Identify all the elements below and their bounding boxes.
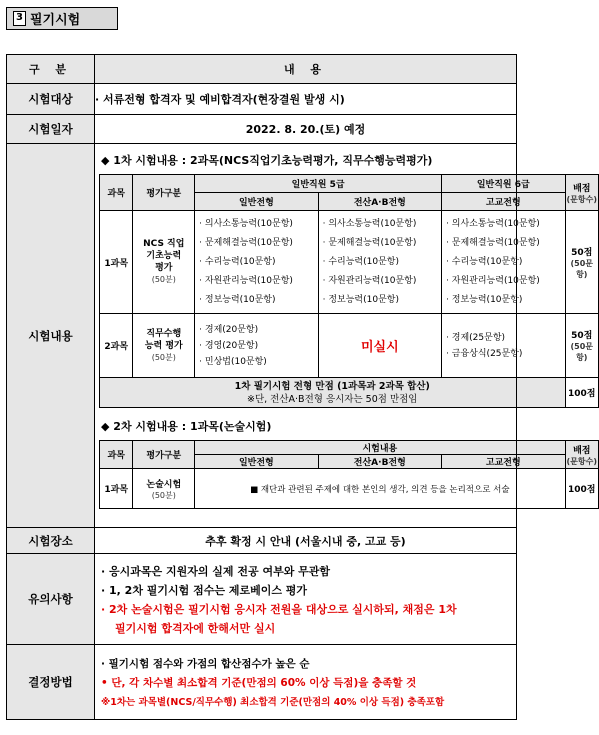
- date-label: 시험일자: [7, 115, 95, 144]
- row2-subject: 2과목: [100, 314, 133, 378]
- header-content: 내 용: [95, 55, 517, 84]
- second-subject: 1과목: [100, 469, 133, 509]
- row1-points: [565, 211, 598, 314]
- list-item: · 자원관리능력(10문항): [446, 275, 540, 286]
- place-label: 시험장소: [7, 528, 95, 554]
- second-col-content: 시험내용: [195, 441, 565, 455]
- list-item: · 문제해결능력(10문항): [322, 237, 417, 248]
- row2-points-sub: (50문항): [570, 342, 594, 362]
- second-exam-table: [99, 440, 599, 509]
- second-points: 100점: [565, 469, 598, 509]
- decision-label: 결정방법: [7, 645, 95, 720]
- second-row: [100, 469, 599, 509]
- note-line: · 1, 2차 필기시험 점수는 제로베이스 평가: [101, 584, 308, 597]
- list-item: · 수리능력(10문항): [322, 256, 399, 267]
- first-col-type: 평가구분: [133, 175, 195, 211]
- list-item: · 경영(20문항): [199, 340, 259, 351]
- row1-type-sub: (50분): [151, 275, 176, 284]
- second-col-points-sub: (문항수): [566, 456, 597, 466]
- first-group-general6: 일반직원 6급: [442, 175, 565, 193]
- second-type-sub: (50분): [151, 490, 176, 500]
- first-col-points-sub: (문항수): [566, 194, 597, 204]
- row1-general-list: [195, 211, 318, 314]
- first-total-row: [100, 378, 599, 408]
- decision-line: · 필기시험 점수와 가점의 합산점수가 높은 순: [101, 657, 310, 670]
- row2-type-line2: 능력 평가: [144, 340, 183, 351]
- row1-type-line1: NCS 직업: [143, 239, 185, 249]
- second-content-text: ■ 재단과 관련된 주제에 대한 본인의 생각, 의견 등을 논리적으로 서술: [195, 469, 565, 509]
- decision-list: [95, 647, 516, 718]
- list-item: · 수리능력(10문항): [446, 256, 523, 267]
- first-group-general5: 일반직원 5급: [195, 175, 442, 193]
- note-line-red: · 2차 논술시험은 필기시험 응시자 전원을 대상으로 실시하되, 채점은 1차: [101, 603, 457, 616]
- second-sub-highschool: 고교전형: [442, 455, 565, 469]
- second-sub-general: 일반전형: [195, 455, 318, 469]
- list-item: · 정보능력(10문항): [446, 294, 523, 305]
- first-row-2: [100, 314, 599, 378]
- content-cell: [95, 144, 597, 528]
- list-item: · 문제해결능력(10문항): [199, 237, 293, 248]
- notes-label: 유의사항: [7, 554, 95, 645]
- decision-line-red: ※1차는 과목별(NCS/직무수행) 최소합격 기준(만점의 40% 이상 득점) 충족포함: [101, 696, 445, 708]
- list-item: · 민상법(10문항): [199, 356, 267, 367]
- section-number: 3: [13, 11, 26, 26]
- row1-it-list: [318, 211, 441, 314]
- first-exam-table: [99, 174, 599, 408]
- exam-table: [6, 54, 597, 720]
- place-row: [7, 528, 517, 554]
- row1-points-sub: (50문항): [570, 258, 594, 279]
- row2-type-line1: 직무수행: [146, 328, 182, 339]
- list-item: · 의사소통능력(10문항): [446, 218, 540, 229]
- section-title: [6, 7, 118, 30]
- row2-type: [133, 314, 195, 378]
- second-col-points: [565, 441, 598, 469]
- list-item: · 문제해결능력(10문항): [446, 237, 540, 248]
- first-total-line1: 1차 필기시험 전형 만점 (1과목과 2과목 합산): [234, 380, 430, 392]
- row1-type-line3: 평가: [155, 263, 173, 273]
- first-total-line2: ※단, 전산A·B전형 응시자는 50점 만점임: [247, 393, 418, 405]
- place-text: 추후 확정 시 안내 (서울시내 중, 고교 등): [95, 528, 517, 554]
- list-item: · 자원관리능력(10문항): [199, 275, 293, 286]
- row2-points: [565, 314, 598, 378]
- second-type: [133, 469, 195, 509]
- first-sub-highschool: 고교전형: [442, 193, 565, 211]
- second-col-subject: 과목: [100, 441, 133, 469]
- row1-type-line2: 기초능력: [146, 251, 182, 261]
- first-sub-general: 일반전형: [195, 193, 318, 211]
- first-sub-it: 전산A·B전형: [318, 193, 441, 211]
- second-exam-heading: ◆ 2차 시험내용 : 1과목(논술시험): [101, 420, 272, 433]
- content-label: 시험내용: [7, 144, 95, 528]
- date-text: 2022. 8. 20.(토) 예정: [95, 115, 517, 144]
- row1-type: [133, 211, 195, 314]
- decision-line-red: • 단, 각 차수별 최소합격 기준(만점의 60% 이상 득점)을 충족할 것: [101, 676, 417, 689]
- note-line: · 응시과목은 지원자의 실제 전공 여부와 무관함: [101, 565, 331, 578]
- row1-subject: 1과목: [100, 211, 133, 314]
- table-header-row: [7, 55, 517, 84]
- first-col-subject: 과목: [100, 175, 133, 211]
- list-item: · 의사소통능력(10문항): [322, 218, 417, 229]
- target-label: 시험대상: [7, 84, 95, 115]
- first-col-points-label: 배점: [573, 183, 591, 194]
- second-sub-it: 전산A·B전형: [318, 455, 441, 469]
- row1-highschool-list: [442, 211, 565, 314]
- list-item: · 경제(25문항): [446, 332, 506, 343]
- list-item: · 정보능력(10문항): [322, 294, 399, 305]
- list-item: · 자원관리능력(10문항): [322, 275, 417, 286]
- target-row: [7, 84, 517, 115]
- row2-points-value: 50점: [571, 331, 593, 341]
- decision-cell: [95, 645, 517, 720]
- decision-row: [7, 645, 517, 720]
- list-item: · 경제(20문항): [199, 324, 259, 335]
- note-line-red: 필기시험 합격자에 한해서만 실시: [115, 622, 276, 635]
- row1-points-value: 50점: [571, 247, 593, 258]
- section-title-text: 필기시험: [30, 13, 81, 28]
- notes-list: [95, 554, 516, 644]
- row2-highschool-list: [442, 314, 565, 378]
- list-item: · 정보능력(10문항): [199, 294, 276, 305]
- notes-row: [7, 554, 517, 645]
- content-row: [7, 144, 517, 528]
- notes-cell: [95, 554, 517, 645]
- row2-type-sub: (50분): [151, 352, 176, 362]
- second-col-type: 평가구분: [133, 441, 195, 469]
- first-total: [100, 378, 566, 408]
- target-text: · 서류전형 합격자 및 예비합격자(현장결원 발생 시): [95, 84, 517, 115]
- first-col-points: [565, 175, 598, 211]
- second-type-label: 논술시험: [146, 479, 182, 490]
- row2-it-not-held: 미실시: [318, 314, 441, 378]
- second-col-points-label: 배점: [573, 445, 591, 456]
- list-item: · 금융상식(25문항): [446, 348, 523, 359]
- first-total-points: 100점: [565, 378, 598, 408]
- date-row: [7, 115, 517, 144]
- first-row-1: [100, 211, 599, 314]
- list-item: · 수리능력(10문항): [199, 256, 276, 267]
- row2-general-list: [195, 314, 318, 378]
- first-exam-heading: ◆ 1차 시험내용 : 2과목(NCS직업기초능력평가, 직무수행능력평가): [101, 154, 433, 167]
- header-category: 구 분: [7, 55, 95, 84]
- list-item: · 의사소통능력(10문항): [199, 218, 293, 229]
